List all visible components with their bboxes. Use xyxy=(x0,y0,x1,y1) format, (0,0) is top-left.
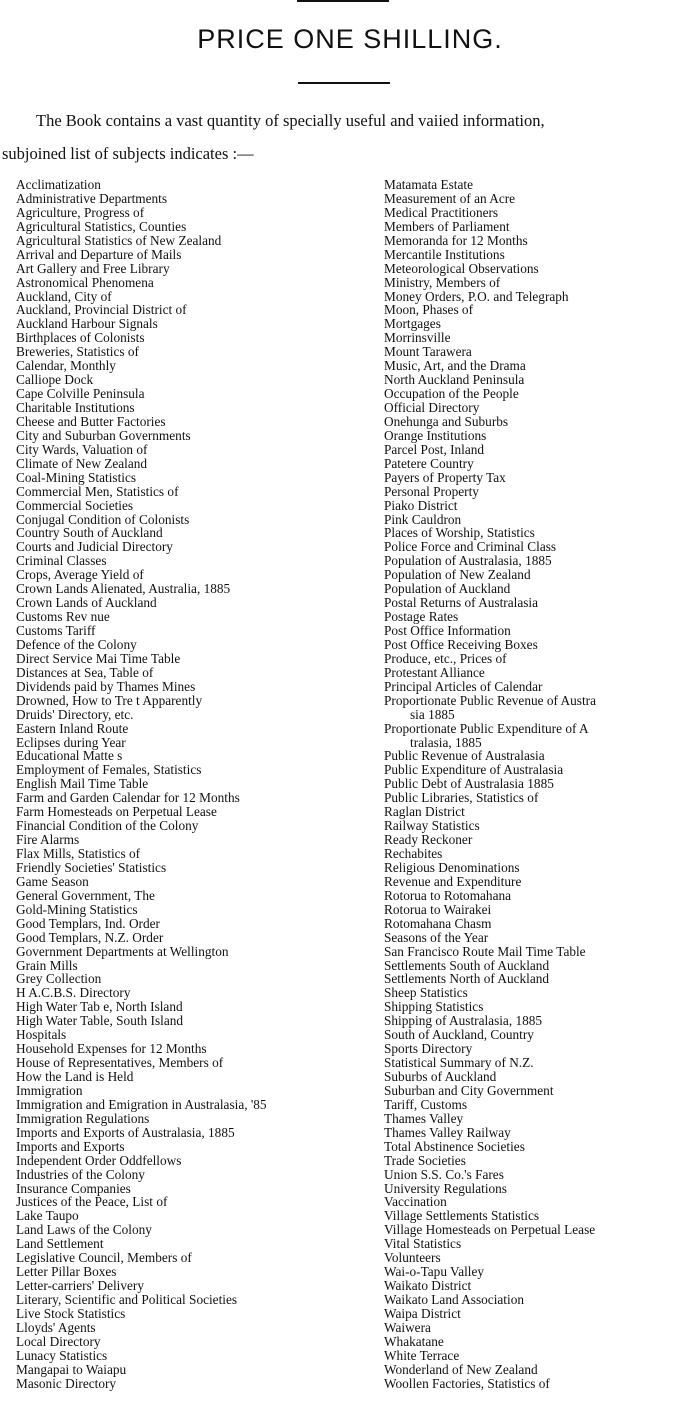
subject-item: Agricultural Statistics of New Zealand xyxy=(16,232,222,248)
subject-item: Village Settlements Statistics xyxy=(384,1208,540,1224)
subject-item: Lake Taupo xyxy=(16,1208,79,1224)
subject-item: Music, Art, and the Drama xyxy=(384,358,526,374)
subject-item: Waikato District xyxy=(384,1278,472,1294)
subject-item: Police Force and Criminal Class xyxy=(384,539,557,555)
subject-item: Waiwera xyxy=(384,1319,431,1335)
subject-item: Mount Tarawera xyxy=(384,344,472,360)
subject-item: Medical Practitioners xyxy=(384,204,499,220)
subject-item: Personal Property xyxy=(384,483,479,499)
subject-item: Post Office Receiving Boxes xyxy=(384,636,538,652)
subject-item: Members of Parliament xyxy=(384,218,510,234)
subject-item: Principal Articles of Calendar xyxy=(384,678,543,694)
subject-item: Trade Societies xyxy=(384,1152,466,1168)
subject-item: Payers of Property Tax xyxy=(384,469,506,485)
subject-item: Money Orders, P.O. and Telegraph xyxy=(384,288,569,304)
subject-item: Agriculture, Progress of xyxy=(16,204,145,220)
subject-item: Orange Institutions xyxy=(384,427,487,443)
subject-item: Masonic Directory xyxy=(16,1375,117,1391)
subject-item: Friendly Societies' Statistics xyxy=(16,859,167,875)
subjects-left-column xyxy=(16,178,356,1391)
subject-item: Art Gallery and Free Library xyxy=(16,260,170,276)
top-rule xyxy=(297,0,389,2)
subject-item: Defence of the Colony xyxy=(16,636,137,652)
subject-item: Climate of New Zealand xyxy=(16,455,148,471)
subject-item: Imports and Exports of Australasia, 1885 xyxy=(16,1124,235,1140)
subject-item: Moon, Phases of xyxy=(384,302,474,318)
subject-item: Measurement of an Acre xyxy=(384,190,516,206)
subject-item: Country South of Auckland xyxy=(16,525,163,541)
subject-item: Commercial Men, Statistics of xyxy=(16,483,179,499)
subject-item: Population of Auckland xyxy=(384,581,511,597)
intro-line-2: subjoined list of subjects indicates :— xyxy=(2,144,254,163)
subject-item: Village Homesteads on Perpetual Lease xyxy=(384,1222,596,1238)
subject-item: House of Representatives, Members of xyxy=(16,1055,224,1071)
divider-rule xyxy=(298,82,390,84)
subject-item: Thames Valley xyxy=(384,1110,464,1126)
subject-item: Population of Australasia, 1885 xyxy=(384,553,552,569)
subject-item: Farm and Garden Calendar for 12 Months xyxy=(16,790,240,806)
intro-line-1: The Book contains a vast quantity of specially useful and vaiied information, xyxy=(36,111,545,130)
subject-item: Educational Matte s xyxy=(16,748,123,764)
subject-item: Shipping of Australasia, 1885 xyxy=(384,1013,543,1029)
subject-item: Ready Reckoner xyxy=(384,832,473,848)
subject-item: Immigration Regulations xyxy=(16,1110,150,1126)
subject-item: Rotorua to Rotomahana xyxy=(384,887,512,903)
subject-item: Government Departments at Wellington xyxy=(16,943,229,959)
subject-item: Good Templars, N.Z. Order xyxy=(16,929,164,945)
subject-item: Rotomahana Chasm xyxy=(384,915,492,931)
subject-item: Seasons of the Year xyxy=(384,929,489,945)
subject-item: Conjugal Condition of Colonists xyxy=(16,511,190,527)
subject-item: Official Directory xyxy=(384,400,480,415)
subject-item: Customs Rev nue xyxy=(16,609,110,625)
subject-item: Railway Statistics xyxy=(384,818,480,834)
subject-item: Immigration xyxy=(16,1082,83,1098)
subject-item: City and Suburban Governments xyxy=(16,427,191,443)
subject-item: Immigration and Emigration in Australasia, '85 xyxy=(16,1096,267,1112)
subject-item: Distances at Sea, Table of xyxy=(16,664,154,680)
subject-item: Waikato Land Association xyxy=(384,1292,524,1307)
subject-item: Vaccination xyxy=(384,1194,447,1210)
subject-item: Land Settlement xyxy=(16,1236,104,1252)
subject-item: Wonderland of New Zealand xyxy=(384,1361,538,1377)
subject-item: Public Debt of Australasia 1885 xyxy=(384,776,554,792)
subject-item: Pink Cauldron xyxy=(384,511,462,527)
subject-item: North Auckland Peninsula xyxy=(384,372,525,388)
subject-item: Population of New Zealand xyxy=(384,567,531,583)
subject-item: Places of Worship, Statistics xyxy=(384,525,535,541)
subject-item: Astronomical Phenomena xyxy=(16,274,154,290)
subject-item: Commercial Societies xyxy=(16,497,134,513)
subject-item: Drowned, How to Tre t Apparently xyxy=(16,692,203,708)
subject-item: Administrative Departments xyxy=(16,190,168,206)
subject-item: Vital Statistics xyxy=(384,1236,462,1252)
subject-item: General Government, The xyxy=(16,887,155,903)
subject-item: Direct Service Mai Time Table xyxy=(16,650,181,666)
subject-item: Postage Rates xyxy=(384,609,459,625)
subject-item: Literary, Scientific and Political Societies xyxy=(16,1292,238,1307)
subject-item: Grain Mills xyxy=(16,957,78,973)
subject-item: Public Revenue of Australasia xyxy=(384,748,545,764)
subject-item: Volunteers xyxy=(384,1250,441,1266)
subject-item: Proportionate Public Expenditure of A xyxy=(384,720,589,736)
subject-item: Tariff, Customs xyxy=(384,1096,468,1112)
subject-item: Good Templars, Ind. Order xyxy=(16,915,160,931)
price-heading: PRICE ONE SHILLING. xyxy=(197,24,503,54)
subject-item: Cape Colville Peninsula xyxy=(16,386,145,402)
subject-item: Piako District xyxy=(384,497,458,513)
subject-item: tralasia, 1885 xyxy=(410,734,482,750)
subjects-right-column xyxy=(384,178,700,1391)
subject-item: Protestant Alliance xyxy=(384,664,485,680)
subject-item: Settlements North of Auckland xyxy=(384,971,550,987)
subject-item: Birthplaces of Colonists xyxy=(16,330,145,346)
subject-item: High Water Tab e, North Island xyxy=(16,999,183,1015)
subject-item: Meteorological Observations xyxy=(384,260,539,276)
subject-item: Calendar, Monthly xyxy=(16,358,116,374)
subject-item: H A.C.B.S. Directory xyxy=(16,985,131,1001)
subject-item: Criminal Classes xyxy=(16,553,107,569)
subject-item: Employment of Females, Statistics xyxy=(16,762,202,778)
subject-item: Agricultural Statistics, Counties xyxy=(16,218,187,234)
subject-item: Courts and Judicial Directory xyxy=(16,539,173,555)
subject-item: Coal-Mining Statistics xyxy=(16,469,137,485)
subject-item: Crown Lands of Auckland xyxy=(16,595,157,611)
subject-item: Arrival and Departure of Mails xyxy=(16,246,182,262)
subject-item: Flax Mills, Statistics of xyxy=(16,846,141,861)
subject-item: Letter-carriers' Delivery xyxy=(16,1278,145,1294)
subject-item: Justices of the Peace, List of xyxy=(16,1194,168,1210)
subject-item: Auckland, Provincial District of xyxy=(16,302,187,318)
subject-item: Druids' Directory, etc. xyxy=(16,706,134,722)
subject-item: Gold-Mining Statistics xyxy=(16,901,138,917)
subject-item: Financial Condition of the Colony xyxy=(16,818,199,834)
subject-item: Eclipses during Year xyxy=(16,734,126,750)
subject-item: Crown Lands Alienated, Australia, 1885 xyxy=(16,581,231,597)
subject-item: Mangapai to Waiapu xyxy=(16,1361,127,1377)
subject-item: Postal Returns of Australasia xyxy=(384,595,539,611)
subject-item: Auckland, City of xyxy=(16,288,112,304)
subject-item: Suburbs of Auckland xyxy=(384,1069,497,1084)
subject-item: Household Expenses for 12 Months xyxy=(16,1041,207,1057)
subject-item: Insurance Companies xyxy=(16,1180,131,1196)
subject-item: Crops, Average Yield of xyxy=(16,567,144,583)
subject-item: Sheep Statistics xyxy=(384,985,468,1001)
subject-item: Charitable Institutions xyxy=(16,400,135,415)
subject-item: Game Season xyxy=(16,873,89,889)
subject-item: Shipping Statistics xyxy=(384,999,484,1015)
subject-item: Occupation of the People xyxy=(384,386,519,402)
subject-item: Fire Alarms xyxy=(16,832,80,848)
subject-item: Independent Order Oddfellows xyxy=(16,1152,182,1168)
subject-item: South of Auckland, Country xyxy=(384,1027,534,1043)
subject-item: Raglan District xyxy=(384,804,465,820)
subject-item: City Wards, Valuation of xyxy=(16,441,148,457)
subject-item: Grey Collection xyxy=(16,971,102,987)
subject-item: Dividends paid by Thames Mines xyxy=(16,678,196,694)
subject-item: Imports and Exports xyxy=(16,1138,125,1154)
subject-item: How the Land is Held xyxy=(16,1069,134,1084)
subject-item: Industries of the Colony xyxy=(16,1166,145,1182)
subject-item: Lunacy Statistics xyxy=(16,1347,108,1363)
subject-item: Wai-o-Tapu Valley xyxy=(384,1264,485,1280)
subject-item: Revenue and Expenditure xyxy=(384,873,522,889)
subject-item: Waipa District xyxy=(384,1305,461,1321)
subject-item: sia 1885 xyxy=(410,706,455,722)
subject-item: Live Stock Statistics xyxy=(16,1305,126,1321)
subject-item: Post Office Information xyxy=(384,623,511,638)
subject-item: Statistical Summary of N.Z. xyxy=(384,1055,534,1071)
subject-item: Morrinsville xyxy=(384,330,451,346)
subject-item: Onehunga and Suburbs xyxy=(384,413,509,429)
subject-item: Breweries, Statistics of xyxy=(16,344,139,360)
subject-item: Hospitals xyxy=(16,1027,67,1043)
subject-item: Mortgages xyxy=(384,316,441,332)
subject-item: Ministry, Members of xyxy=(384,274,501,290)
subject-item: Acclimatization xyxy=(16,177,101,192)
subject-item: Auckland Harbour Signals xyxy=(16,316,158,332)
subject-item: Lloyds' Agents xyxy=(16,1319,96,1335)
subject-item: English Mail Time Table xyxy=(16,776,149,792)
subject-item: Parcel Post, Inland xyxy=(384,441,485,457)
subject-item: Thames Valley Railway xyxy=(384,1124,511,1140)
subject-item: Legislative Council, Members of xyxy=(16,1250,192,1266)
subject-item: Local Directory xyxy=(16,1333,101,1349)
subject-item: San Francisco Route Mail Time Table xyxy=(384,943,586,959)
subject-item: Suburban and City Government xyxy=(384,1082,554,1098)
subject-item: Union S.S. Co.'s Fares xyxy=(384,1166,504,1182)
subject-item: Calliope Dock xyxy=(16,372,94,388)
subject-item: High Water Table, South Island xyxy=(16,1013,184,1029)
subject-item: Public Expenditure of Australasia xyxy=(384,762,564,778)
subject-item: Woollen Factories, Statistics of xyxy=(384,1375,550,1391)
subject-item: Total Abstinence Societies xyxy=(384,1138,525,1154)
subject-item: White Terrace xyxy=(384,1347,460,1363)
subject-item: Mercantile Institutions xyxy=(384,246,505,262)
subject-item: Cheese and Butter Factories xyxy=(16,413,166,429)
subject-item: Produce, etc., Prices of xyxy=(384,650,507,666)
subject-item: Letter Pillar Boxes xyxy=(16,1264,117,1280)
subject-item: Rechabites xyxy=(384,846,443,861)
subject-item: Customs Tariff xyxy=(16,623,96,638)
subject-item: Memoranda for 12 Months xyxy=(384,232,528,248)
subject-item: Whakatane xyxy=(384,1333,444,1349)
subject-item: Patetere Country xyxy=(384,455,474,471)
subject-item: Rotorua to Wairakei xyxy=(384,901,492,917)
subject-item: Religious Denominations xyxy=(384,859,520,875)
subject-item: Sports Directory xyxy=(384,1041,473,1057)
subject-item: Public Libraries, Statistics of xyxy=(384,790,539,806)
subject-item: Land Laws of the Colony xyxy=(16,1222,152,1238)
subject-item: Matamata Estate xyxy=(384,178,473,192)
subject-item: Settlements South of Auckland xyxy=(384,957,550,973)
subject-item: Eastern Inland Route xyxy=(16,720,129,736)
subject-item: Proportionate Public Revenue of Austra xyxy=(384,692,596,708)
subject-item: University Regulations xyxy=(384,1180,507,1196)
subject-item: Farm Homesteads on Perpetual Lease xyxy=(16,804,217,820)
